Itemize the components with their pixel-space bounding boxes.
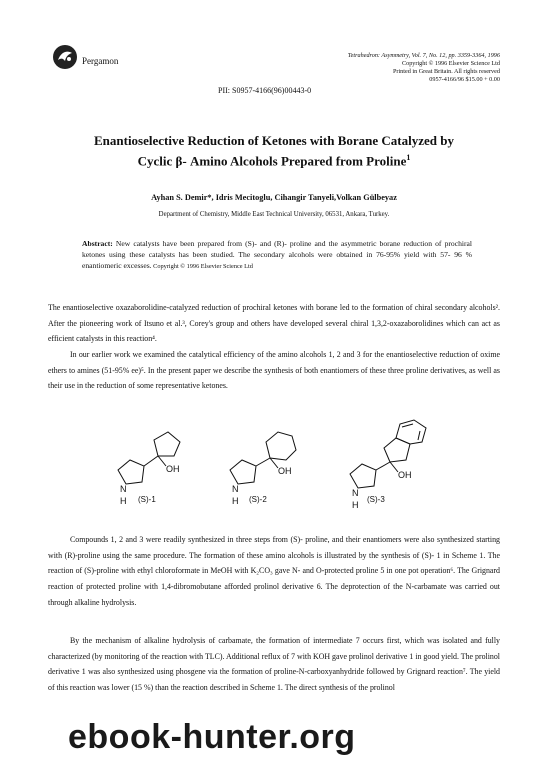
title-line-1: Enantioselective Reduction of Ketones with Borane Catalyzed by bbox=[93, 133, 454, 148]
structure-3 bbox=[350, 420, 426, 488]
chemical-structures-figure bbox=[110, 418, 440, 518]
structure-3-n: N bbox=[352, 488, 359, 498]
printed-line: Printed in Great Britain. All rights reserved bbox=[392, 68, 500, 75]
journal-metadata bbox=[240, 52, 500, 84]
structure-2-h: H bbox=[232, 496, 239, 506]
structure-3-h: H bbox=[352, 500, 359, 510]
paragraph-3: Compounds 1, 2 and 3 were readily synthesized in three steps from (S)- proline, and their enantiomers were also synthesized starting with (R)-proline using the same procedure. The formation of these amino alcohols is illustrated by the synthesis of (S)- 1 in Scheme 1. The reaction of (S)-proline with ethyl chloroformate in MeOH with K₂CO₃ gave N- and O-protected proline 5 in one pot operation⁶. The Grignard reaction of protected proline with 1,4-dibromobutane afforded prolinol derivative 6. The deprotection of the N-carbamate was carried out through alkaline hydrolysis. bbox=[48, 535, 500, 607]
article-title bbox=[40, 132, 508, 169]
paragraph-2: In our earlier work we examined the catalytical efficiency of the amino alcohols 1, 2 and 3 for the enantioselective reduction of oxime ethers to amines (51-95% ee)⁵. In the present paper we describe the synthesis of both enantiomers of these three proline derivatives, as well as their use in the reduction of some representative ketones. bbox=[48, 350, 500, 391]
structure-1-n: N bbox=[120, 484, 127, 494]
structure-2-n: N bbox=[232, 484, 239, 494]
structure-1-h: H bbox=[120, 496, 127, 506]
abstract-copyright: Copyright © 1996 Elsevier Science Ltd bbox=[151, 263, 253, 270]
pergamon-logo-icon bbox=[52, 44, 78, 70]
structure-1 bbox=[118, 432, 180, 484]
author-list: Ayhan S. Demir*, Idris Mecitoglu, Cihangir Tanyeli,Volkan Gülbeyaz bbox=[151, 193, 397, 202]
abstract bbox=[82, 238, 472, 272]
paragraph-4: By the mechanism of alkaline hydrolysis of carbamate, the formation of intermediate 7 occurs first, which was isolated and fully characterized (by monitoring of the reaction with TLC). Additional reflux of 7 with KOH gave prolinol derivative 1 in good yield. The prolinol derivative 1 was also synthesized using phosgene via the formation of proline-N-carboxyanhydride followed by Grignard reaction⁷. The yield of this reaction was lower (15 %) than the reaction described in Scheme 1. The direct synthesis of the prolinol bbox=[48, 636, 500, 693]
structure-1-label: (S)-1 bbox=[138, 495, 156, 504]
structure-3-oh: OH bbox=[398, 470, 412, 480]
watermark: ebook-hunter.org bbox=[68, 718, 356, 756]
title-footnote-mark: 1 bbox=[406, 153, 411, 162]
structure-1-oh: OH bbox=[166, 464, 180, 474]
paragraph-1: The enantioselective oxazaborolidine-catalyzed reduction of prochiral ketones with borane led to the formation of chiral secondary alcohols². After the pioneering work of Itsuno et al.³, Corey's group and others have developed several chiral 1,3,2-oxazaborolidines which can act as efficient catalysts in this reaction⁴. bbox=[48, 303, 500, 344]
title-line-2 bbox=[40, 149, 508, 169]
journal-citation: Tetrahedron: Asymmetry, Vol. 7, No. 12, pp. 3359-3364, 1996 bbox=[347, 52, 500, 59]
title-line-2-text: Cyclic β- Amino Alcohols Prepared from Proline bbox=[137, 153, 407, 169]
structure-2-label: (S)-2 bbox=[249, 495, 267, 504]
structure-2-oh: OH bbox=[278, 466, 292, 476]
price-line: 0957-4166/96 $15.00 + 0.00 bbox=[429, 76, 500, 83]
affiliation: Department of Chemistry, Middle East Technical University, 06531, Ankara, Turkey. bbox=[158, 211, 390, 218]
structure-3-label: (S)-3 bbox=[367, 495, 385, 504]
abstract-text: New catalysts have been prepared from (S)- and (R)- proline and the asymmetric borane reduction of prochiral ketones using these catalysts has been studied. The secondary alcohols were obtained in 76-95% yield with 57- 96 % enantiomeric excesses. bbox=[82, 239, 472, 270]
pii-identifier: PII: S0957-4166(96)00443-0 bbox=[218, 86, 312, 95]
structure-2 bbox=[230, 432, 296, 484]
abstract-label: Abstract: bbox=[82, 239, 113, 248]
publisher-name: Pergamon bbox=[82, 56, 119, 66]
copyright-line: Copyright © 1996 Elsevier Science Ltd bbox=[401, 60, 500, 67]
